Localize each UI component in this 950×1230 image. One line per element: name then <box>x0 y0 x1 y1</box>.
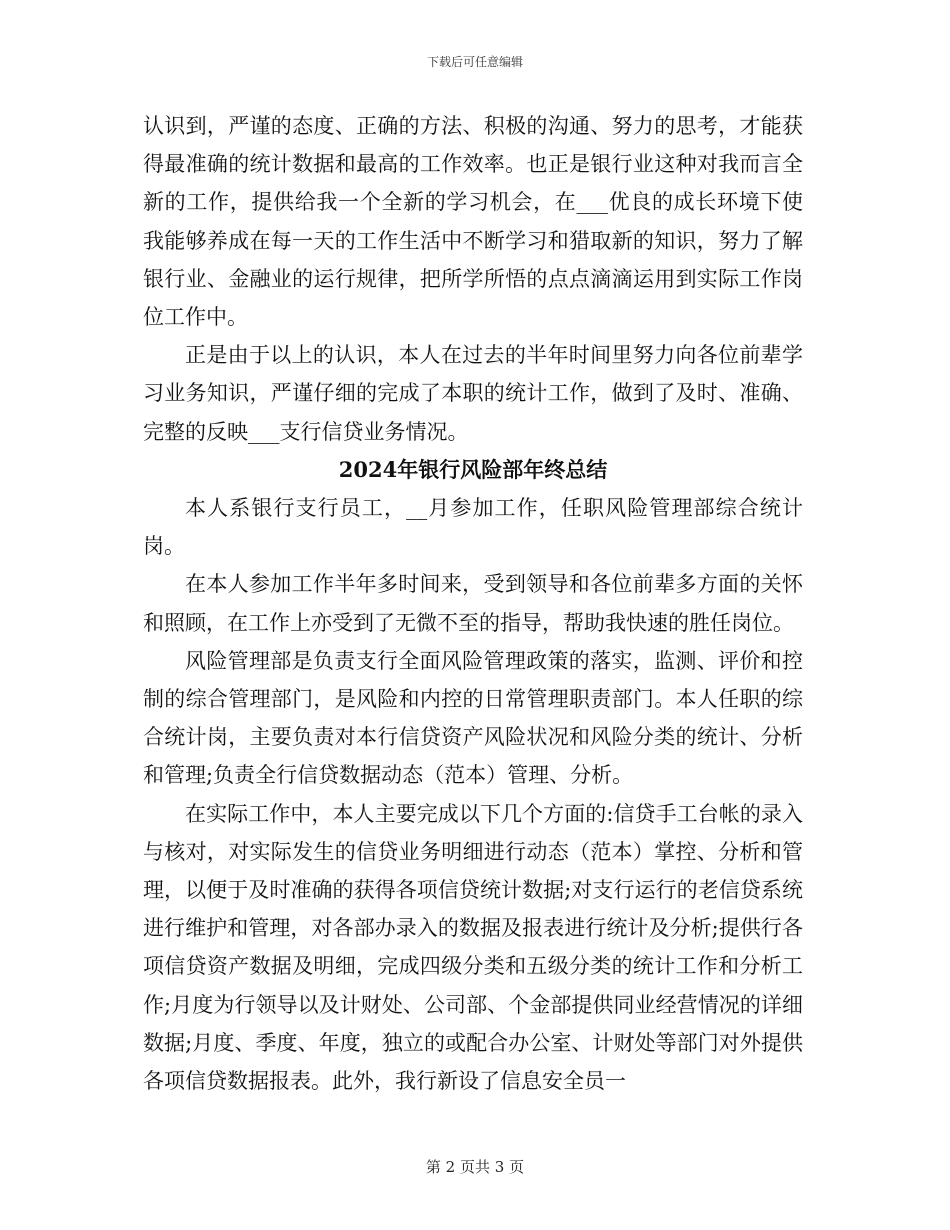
paragraph: 风险管理部是负责支行全面风险管理政策的落实，监测、评价和控制的综合管理部门，是风险和内控的日常管理职责部门。本人任职的综合统计岗，主要负责对本行信贷资产风险状况和风险分类的统计、分析和管理;负责全行信贷数据动态（范本）管理、分析。 <box>143 648 803 788</box>
paragraph: 正是由于以上的认识，本人在过去的半年时间里努力向各位前辈学习业务知识，严谨仔细的完成了本职的统计工作，做到了及时、准确、完整的反映___支行信贷业务情况。 <box>143 343 803 444</box>
page-number: 第 2 页共 3 页 <box>425 1158 525 1176</box>
document-body <box>143 107 803 1100</box>
paragraph: 在本人参加工作半年多时间来，受到领导和各位前辈多方面的关怀和照顾，在工作上亦受到了无微不至的指导，帮助我快速的胜任岗位。 <box>143 572 803 635</box>
page-header: 下载后可任意编辑 <box>426 55 523 69</box>
section-title: 2024年银行风险部年终总结 <box>338 456 608 482</box>
paragraph: 本人系银行支行员工，__月参加工作，任职风险管理部综合统计岗。 <box>143 496 803 559</box>
paragraph: 在实际工作中，本人主要完成以下几个方面的:信贷手工台帐的录入与核对，对实际发生的信贷业务明细进行动态（范本）掌控、分析和管理，以便于及时准确的获得各项信贷统计数据;对支行运行的老信贷系统进行维护和管理，对各部办录入的数据及报表进行统计及分析;提供行各项信贷资产数据及明细，完成四级分类和五级分类的统计工作和分析工作;月度为行领导以及计财处、公司部、个金部提供同业经营情况的详细数据;月度、季度、年度，独立的或配合办公室、计财处等部门对外提供各项信贷数据报表。此外，我行新设了信息安全员一 <box>143 801 803 1094</box>
paragraph-continuation: 认识到，严谨的态度、正确的方法、积极的沟通、努力的思考，才能获得最准确的统计数据和最高的工作效率。也正是银行业这种对我而言全新的工作，提供给我一个全新的学习机会，在___优良的成长环境下使我能够养成在每一天的工作生活中不断学习和猎取新的知识，努力了解银行业、金融业的运行规律，把所学所悟的点点滴滴运用到实际工作岗位工作中。 <box>143 114 803 330</box>
